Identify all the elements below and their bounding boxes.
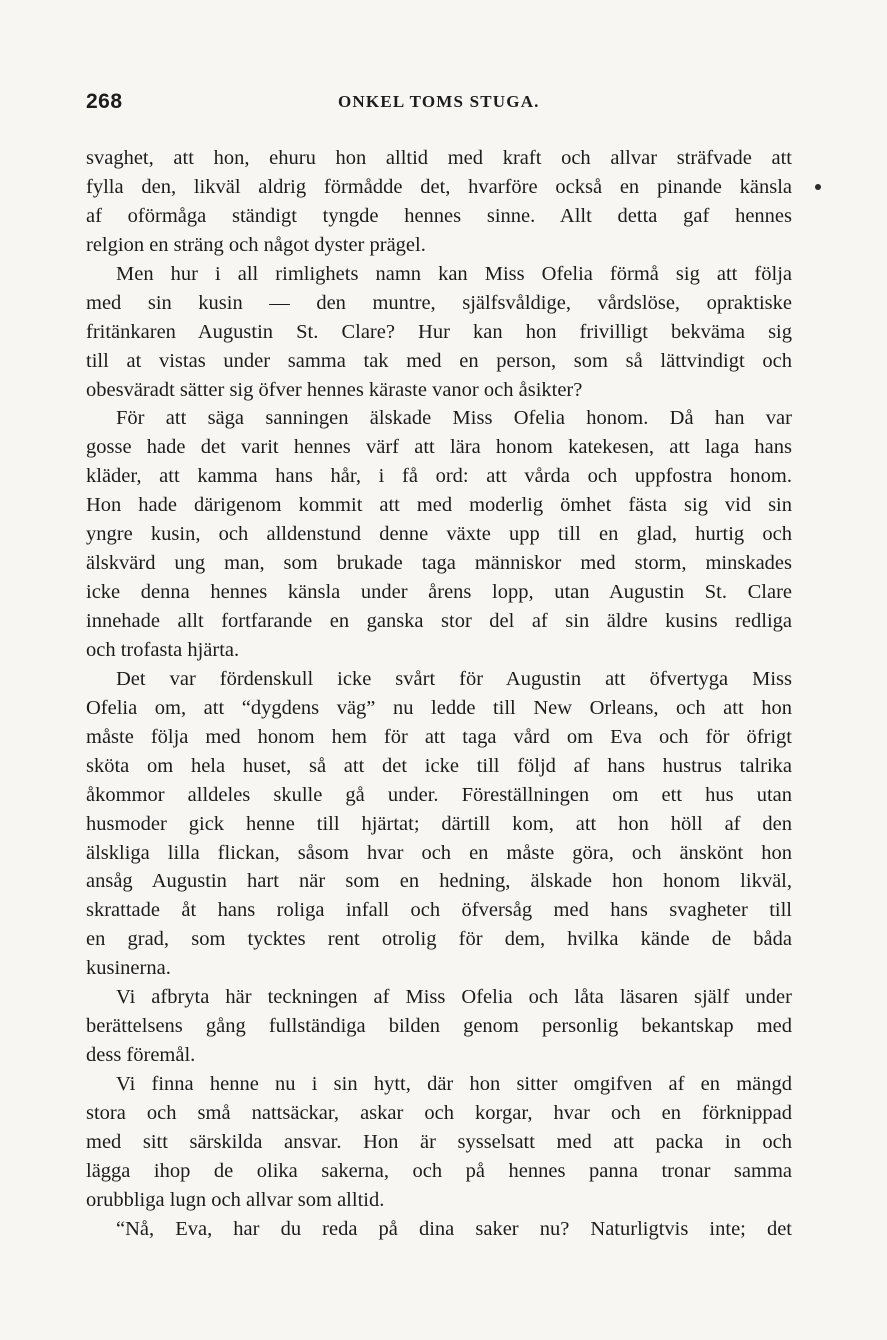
text-line: “Nå, Eva, har du reda på dina saker nu? Naturligtvis inte; det	[116, 1217, 792, 1240]
text-line: berättelsens gång fullständiga bilden genom personlig bekantskap med	[86, 1015, 792, 1038]
text-line: med sin kusin — den muntre, själfsvåldige, vårdslöse, opraktiske	[86, 291, 792, 314]
text-line: svaghet, att hon, ehuru hon alltid med kraft och allvar sträfvade att	[86, 147, 792, 169]
text-line: relgion en sträng och något dyster prägel.	[86, 233, 426, 256]
text-line: Vi afbryta här teckningen af Miss Ofelia och låta läsaren själf under	[116, 986, 792, 1009]
text-line: till at vistas under samma tak med en person, som så lättvindigt och	[86, 349, 792, 372]
margin-mark	[815, 184, 821, 190]
text-line: icke denna hennes känsla under årens lopp, utan Augustin St. Clare	[86, 581, 792, 604]
text-line: stora och små nattsäckar, askar och korgar, hvar och en förknippad	[86, 1101, 792, 1124]
text-line: åkommor alldeles skulle gå under. Föreställningen om ett hus utan	[86, 783, 792, 806]
text-line: dess föremål.	[86, 1044, 196, 1067]
text-line: kusinerna.	[86, 957, 171, 980]
text-line: lägga ihop de olika sakerna, och på hennes panna tronar samma	[86, 1159, 792, 1182]
text-line: älskliga lilla flickan, såsom hvar och en måste göra, och änskönt hon	[86, 841, 792, 864]
text-line: obesväradt sätter sig öfver hennes käraste vanor och åsikter?	[86, 378, 583, 401]
text-line: Det var fördenskull icke svårt för Augustin att öfvertyga Miss	[116, 667, 792, 690]
text-line: af oförmåga ständigt tyngde hennes sinne. Allt detta gaf hennes	[86, 204, 792, 227]
text-line: Vi finna henne nu i sin hytt, där hon sitter omgifven af en mängd	[116, 1073, 792, 1095]
text-line: Ofelia om, att “dygdens väg” nu ledde till New Orleans, och att hon	[86, 696, 792, 719]
text-line: sköta om hela huset, så att det icke till följd af hans hustrus talrika	[86, 754, 792, 777]
text-line: fylla den, likväl aldrig förmådde det, hvarföre också en pinande känsla	[86, 175, 792, 198]
text-line: måste följa med honom hem för att taga vård om Eva och för öfrigt	[86, 725, 792, 748]
text-line: med sitt särskilda ansvar. Hon är sysselsatt med att packa in och	[86, 1130, 792, 1153]
text-line: en grad, som tycktes rent otrolig för dem, hvilka kände de båda	[86, 928, 792, 951]
text-line: orubbliga lugn och allvar som alltid.	[86, 1188, 385, 1211]
text-line: fritänkaren Augustin St. Clare? Hur kan hon frivilligt bekväma sig	[86, 320, 792, 343]
text-line: gosse hade det varit hennes värf att lära honom katekesen, att laga hans	[86, 436, 792, 459]
text-line: För att säga sanningen älskade Miss Ofelia honom. Då han var	[116, 407, 792, 430]
body-text	[86, 144, 792, 1244]
page-header	[86, 90, 792, 120]
text-line: älskvärd ung man, som brukade taga människor med storm, minskades	[86, 552, 792, 575]
text-line: Men hur i all rimlighets namn kan Miss Ofelia förmå sig att följa	[116, 262, 792, 285]
page-number: 268	[86, 90, 123, 113]
text-line: yngre kusin, och alldenstund denne växte upp till en glad, hurtig och	[86, 523, 792, 546]
text-line: skrattade åt hans roliga infall och öfversåg med hans svagheter till	[86, 899, 792, 922]
text-line: och trofasta hjärta.	[86, 638, 240, 661]
text-line: Hon hade därigenom kommit att med moderlig ömhet fästa sig vid sin	[86, 494, 792, 517]
running-title: ONKEL TOMS STUGA.	[338, 92, 540, 111]
text-line: innehade allt fortfarande en ganska stor del af sin äldre kusins redliga	[86, 610, 792, 632]
text-line: ansåg Augustin hart när som en hedning, älskade hon honom likväl,	[86, 870, 792, 893]
text-line: kläder, att kamma hans hår, i få ord: att vårda och uppfostra honom.	[86, 465, 792, 488]
text-line: husmoder gick henne till hjärtat; därtill kom, att hon höll af den	[86, 812, 792, 835]
